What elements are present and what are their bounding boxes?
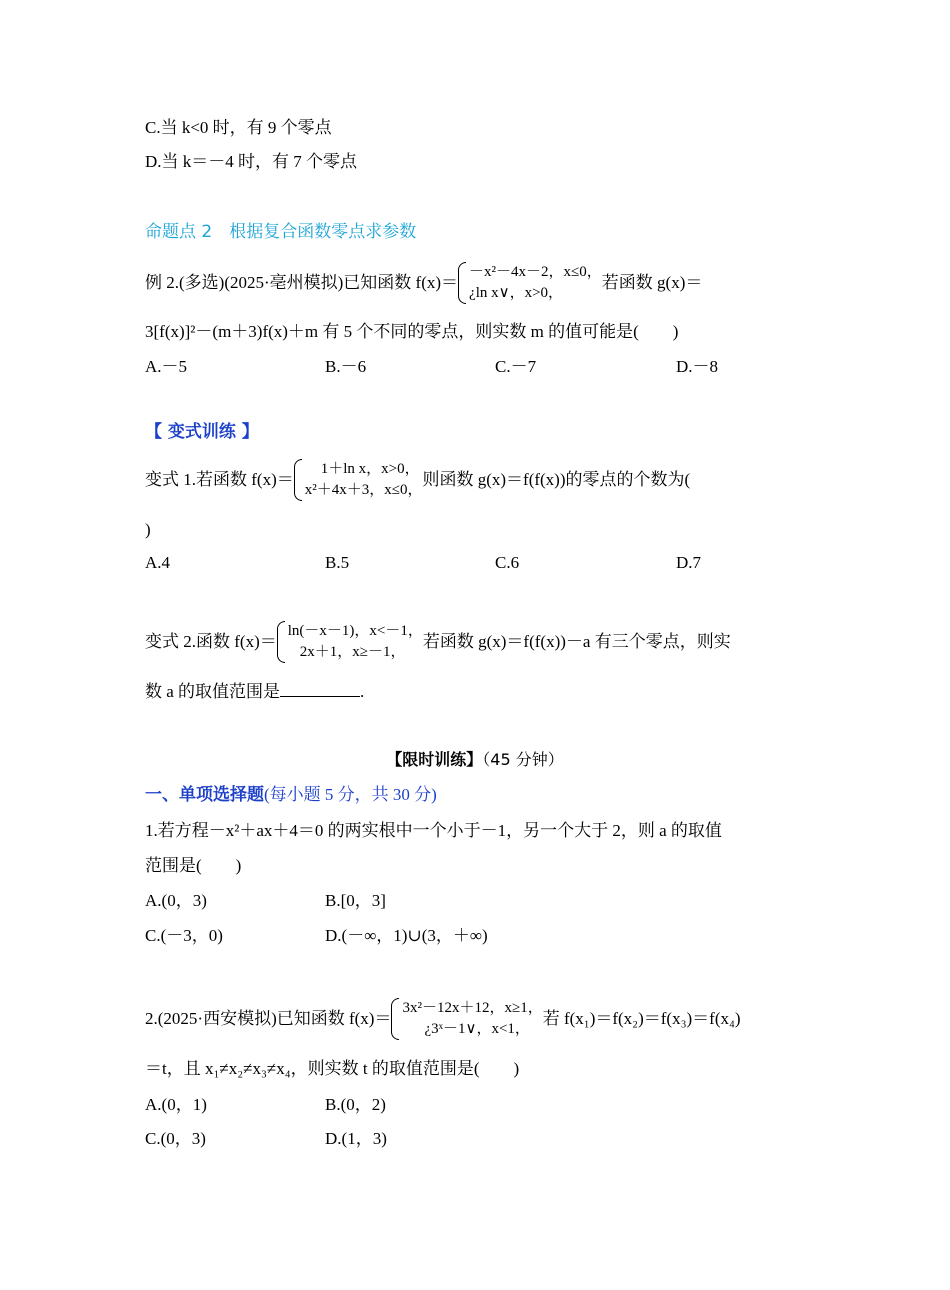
variant2-line2 — [145, 680, 364, 703]
example2-prefix: 例 2.(多选)(2025·亳州模拟)已知函数 f(x)＝ — [145, 273, 459, 292]
example2-line1 — [145, 260, 702, 306]
piecewise-function — [391, 998, 542, 1040]
timed-duration: （45 分钟） — [482, 750, 564, 769]
option-d-prev: D.当 k＝－4 时，有 7 个零点 — [145, 152, 358, 171]
option-a: A.－5 — [145, 357, 188, 376]
period: . — [360, 682, 365, 701]
brace — [277, 621, 285, 663]
section-one-note: (每小题 5 分，共 30 分) — [264, 785, 437, 804]
option-c: C.－7 — [495, 357, 537, 376]
variant1-line1 — [145, 457, 690, 503]
case-2: 2x＋1，x≥－1， — [299, 644, 406, 660]
option-c: C.(－3，0) — [145, 926, 223, 945]
timed-title — [0, 749, 950, 771]
case-1: －x²－4x－2，x≤0， — [469, 264, 602, 280]
case-2: x²＋4x＋3，x≤0， — [304, 482, 423, 498]
q1-line2: 范围是( ) — [145, 856, 242, 875]
option-d: D.－8 — [676, 357, 719, 376]
variant1-suffix: 则函数 g(x)＝f(f(x))的零点的个数为( — [422, 470, 691, 489]
option-c: C.(0，3) — [145, 1129, 206, 1148]
option-b: B.－6 — [325, 357, 367, 376]
brace — [458, 262, 466, 304]
answer-blank[interactable] — [280, 680, 360, 697]
q2-line2: ＝t，且 x₁≠x₂≠x₃≠x₄，则实数 t 的取值范围是( ) — [145, 1059, 520, 1078]
brace — [391, 998, 399, 1040]
case-2: ¿ln x∨，x>0， — [469, 285, 564, 301]
case-2: ¿3ˣ－1∨，x<1， — [424, 1021, 530, 1037]
section-one-title: 一、单项选择题 — [145, 785, 264, 805]
example2-suffix: 若函数 g(x)＝ — [601, 273, 703, 292]
option-a: A.(0，3) — [145, 891, 207, 910]
timed-title-text: 【限时训练】 — [386, 750, 483, 769]
option-a: A.(0，1) — [145, 1095, 207, 1114]
variant2-prefix: 变式 2.函数 f(x)＝ — [145, 632, 277, 651]
q2-prefix: 2.(2025·西安模拟)已知函数 f(x)＝ — [145, 1009, 392, 1028]
option-b: B.5 — [325, 553, 350, 572]
option-c-prev: C.当 k<0 时，有 9 个零点 — [145, 118, 332, 137]
option-b: B.(0，2) — [325, 1095, 386, 1114]
brace — [294, 459, 302, 501]
q2-line1 — [145, 996, 741, 1042]
section-title: 命题点 2 根据复合函数零点求参数 — [145, 222, 417, 242]
piecewise-function — [294, 459, 423, 501]
piecewise-function — [458, 262, 602, 304]
option-d: D.(－∞，1)∪(3，＋∞) — [325, 926, 488, 945]
option-d: D.7 — [676, 553, 702, 572]
option-c: C.6 — [495, 553, 520, 572]
case-1: 1＋ln x，x>0， — [320, 461, 420, 477]
piecewise-function — [277, 621, 423, 663]
variant2-suffix: 若函数 g(x)＝f(f(x))－a 有三个零点，则实 — [422, 632, 731, 651]
variant2-line1 — [145, 619, 731, 665]
option-d: D.(1，3) — [325, 1129, 387, 1148]
variant1-prefix: 变式 1.若函数 f(x)＝ — [145, 470, 294, 489]
q1-line1: 1.若方程－x²＋ax＋4＝0 的两实根中一个小于－1，另一个大于 2，则 a 的取值 — [145, 821, 722, 840]
section-one — [145, 784, 437, 806]
case-1: ln(－x－1)，x<－1， — [287, 623, 423, 639]
option-b: B.[0，3] — [325, 891, 386, 910]
variant1-line2: ) — [145, 520, 151, 539]
q2-suffix: 若 f(x₁)＝f(x₂)＝f(x₃)＝f(x₄) — [542, 1009, 741, 1028]
variant-header: 【 变式训练 】 — [145, 422, 259, 442]
case-1: 3x²－12x＋12，x≥1， — [402, 1000, 543, 1016]
option-a: A.4 — [145, 553, 171, 572]
example2-line2: 3[f(x)]²－(m＋3)f(x)＋m 有 5 个不同的零点，则实数 m 的值可能是( ) — [145, 322, 679, 341]
variant2-line2-text: 数 a 的取值范围是 — [145, 682, 281, 701]
